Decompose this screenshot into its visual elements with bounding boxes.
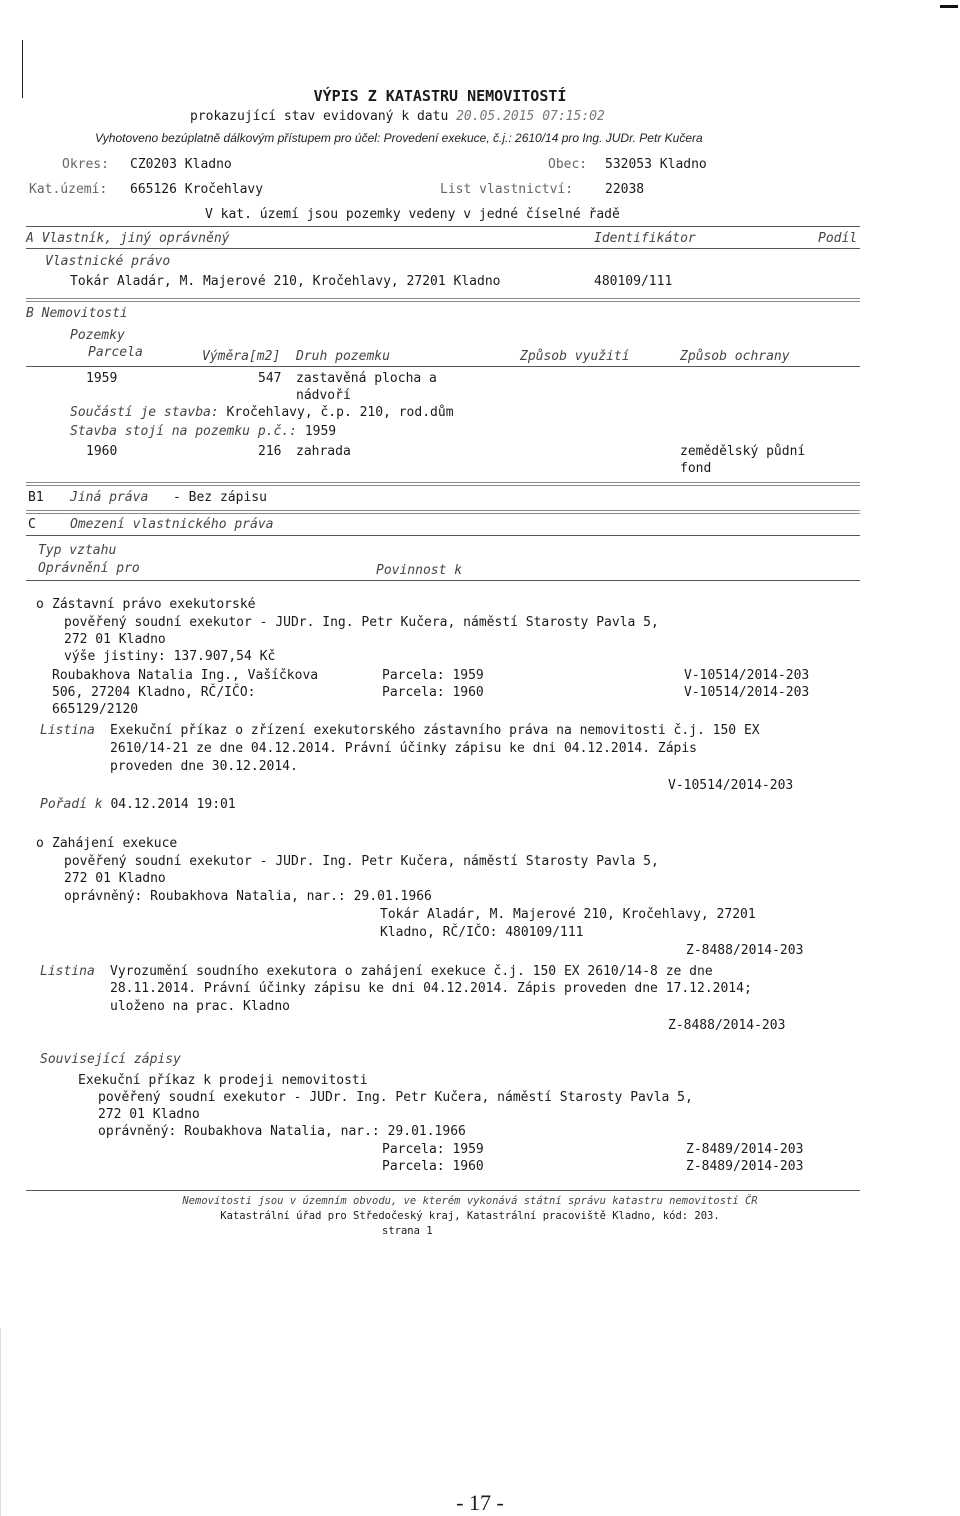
katuzemi-value: 665126 Kročehlavy xyxy=(130,182,264,197)
section-c-code: C xyxy=(28,517,36,532)
produced-note: Vyhotoveno bezúplatně dálkovým přístupem pro účel: Provedení exekuce, č.j.: 2610/14 pro Ing. JUDr. Petr Kučera xyxy=(95,131,703,145)
related-parcela1: Parcela: 1959 xyxy=(382,1142,484,1157)
obec-label: Obec: xyxy=(548,157,588,172)
parcel-protection: zemědělský půdní xyxy=(680,444,806,459)
entry1-listina-label: Listina xyxy=(40,723,95,738)
divider xyxy=(26,482,860,486)
stavba-label: Stavba stojí na pozemku p.č.: xyxy=(70,424,297,439)
related-label: Související zápisy xyxy=(40,1052,181,1067)
parcel-area: 547 xyxy=(258,371,282,386)
entry1-listina-line1: Exekuční příkaz o zřízení exekutorského zástavního práva na nemovitosti č.j. 150 EX xyxy=(110,723,760,738)
scan-corner-mark xyxy=(940,5,958,8)
entry2-listina-ref: Z-8488/2014-203 xyxy=(668,1018,786,1033)
footer-line2: Katastrální úřad pro Středočeský kraj, Katastrální pracoviště Kladno, kód: 203. xyxy=(220,1210,720,1222)
divider xyxy=(26,535,860,536)
entry2-title: Zahájení exekuce xyxy=(52,836,178,851)
entry1-ref1: V-10514/2014-203 xyxy=(684,668,810,683)
parcel-type: zahrada xyxy=(296,444,351,459)
owner-id: 480109/111 xyxy=(594,274,673,289)
entry2-line1: pověřený soudní exekutor - JUDr. Ing. Petr Kučera, náměstí Starosty Pavla 5, xyxy=(64,854,659,869)
obec-value: 532053 Kladno xyxy=(605,157,707,172)
section-c-heading: Omezení vlastnického práva xyxy=(70,517,274,532)
lv-label: List vlastnictví: xyxy=(440,182,574,197)
entry1-party3: 665129/2120 xyxy=(52,702,139,717)
page-number: - 17 - xyxy=(456,1490,504,1515)
entry1-line1: pověřený soudní exekutor - JUDr. Ing. Petr Kučera, náměstí Starosty Pavla 5, xyxy=(64,615,659,630)
stavba xyxy=(70,424,336,439)
stavba-value: 1959 xyxy=(304,424,337,439)
poradi-label: Pořadí k xyxy=(40,797,103,812)
divider xyxy=(26,248,860,249)
parcel-type-cont: nádvoří xyxy=(296,388,351,403)
section-b1-label: Jiná práva xyxy=(70,490,149,505)
entry2-listina-line2: 28.11.2014. Právní účinky zápisu ke dni 04.12.2014. Zápis proveden dne 17.12.2014; xyxy=(110,981,752,996)
related-ref2: Z-8489/2014-203 xyxy=(686,1159,804,1174)
parcel-type: zastavěná plocha a xyxy=(296,371,437,386)
entry2-party2: Kladno, RČ/IČO: 480109/111 xyxy=(380,925,584,940)
entry-bullet: o xyxy=(36,836,44,851)
section-b1-value: - Bez zápisu xyxy=(173,490,267,505)
soucasti-label: Součástí je stavba: xyxy=(70,405,219,420)
related-ref1: Z-8489/2014-203 xyxy=(686,1142,804,1157)
entry1-ref2: V-10514/2014-203 xyxy=(684,685,810,700)
entry1-parcela2: Parcela: 1960 xyxy=(382,685,484,700)
scan-edge-line xyxy=(0,1328,1,1516)
okres-value: CZ0203 Kladno xyxy=(130,157,232,172)
entry-bullet: o xyxy=(36,597,44,612)
col-podil: Podíl xyxy=(818,231,858,246)
document-title: VÝPIS Z KATASTRU NEMOVITOSTÍ xyxy=(313,87,567,105)
subtitle-prefix: prokazující stav evidovaný k datu xyxy=(190,109,449,124)
related-line3: oprávněný: Roubakhova Natalia, nar.: 29.01.1966 xyxy=(98,1124,466,1139)
col-vyuziti: Způsob využití xyxy=(520,349,630,364)
section-b-heading: B Nemovitosti xyxy=(26,306,128,321)
soucasti-value: Kročehlavy, č.p. 210, rod.dům xyxy=(226,405,454,420)
footer-page: strana 1 xyxy=(382,1225,433,1237)
owner: Tokár Aladár, M. Majerové 210, Kročehlavy, 27201 Kladno xyxy=(70,274,501,289)
related-parcela2: Parcela: 1960 xyxy=(382,1159,484,1174)
entry1-parcela1: Parcela: 1959 xyxy=(382,668,484,683)
section-a-heading: A Vlastník, jiný oprávněný xyxy=(26,231,230,246)
footer-line1: Nemovitosti jsou v územním obvodu, ve kterém vykonává státní správu katastru nemovitostí ČR xyxy=(182,1195,758,1207)
footer xyxy=(40,1194,900,1239)
entry2-line2: 272 01 Kladno xyxy=(64,871,166,886)
entry1-line2: 272 01 Kladno xyxy=(64,632,166,647)
divider xyxy=(26,510,860,514)
povinnost-k: Povinnost k xyxy=(376,563,463,578)
entry1-listina-line3: proveden dne 30.12.2014. xyxy=(110,759,298,774)
related-line1: pověřený soudní exekutor - JUDr. Ing. Petr Kučera, náměstí Starosty Pavla 5, xyxy=(98,1090,693,1105)
parcel-number: 1959 xyxy=(86,371,118,386)
cadastre-note: V kat. území jsou pozemky vedeny v jedné číselné řadě xyxy=(205,207,620,222)
parcel-area: 216 xyxy=(258,444,282,459)
col-druh: Druh pozemku xyxy=(296,349,390,364)
parcel-number: 1960 xyxy=(86,444,118,459)
poradi-value: 04.12.2014 19:01 xyxy=(110,797,236,812)
col-ochrana: Způsob ochrany xyxy=(680,349,790,364)
lv-value: 22038 xyxy=(605,182,645,197)
col-parcela: Parcela xyxy=(88,345,143,360)
typ-vztahu: Typ vztahu xyxy=(38,543,117,558)
entry1-line3: výše jistiny: 137.907,54 Kč xyxy=(64,649,276,664)
section-b1-code: B1 xyxy=(28,490,44,505)
divider xyxy=(26,298,860,302)
entry1-poradi xyxy=(40,797,236,812)
subtitle-datetime: 20.05.2015 07:15:02 xyxy=(456,109,605,124)
section-a-sub: Vlastnické právo xyxy=(45,254,171,269)
entry2-line3: oprávněný: Roubakhova Natalia, nar.: 29.01.1966 xyxy=(64,889,432,904)
entry1-title: Zástavní právo exekutorské xyxy=(52,597,256,612)
katuzemi-label: Kat.území: xyxy=(29,182,108,197)
parcel-protection-cont: fond xyxy=(680,461,712,476)
opravneni-pro: Oprávnění pro xyxy=(38,561,140,576)
col-identifikator: Identifikátor xyxy=(594,231,696,246)
entry2-listina-line1: Vyrozumění soudního exekutora o zahájení exekuce č.j. 150 EX 2610/14-8 ze dne xyxy=(110,964,713,979)
section-b-sub: Pozemky xyxy=(70,328,125,343)
divider xyxy=(26,580,860,581)
divider xyxy=(26,226,860,227)
entry2-listina-line3: uloženo na prac. Kladno xyxy=(110,999,291,1014)
subtitle xyxy=(190,109,605,124)
entry2-ref: Z-8488/2014-203 xyxy=(686,943,804,958)
col-vymera: Výměra[m2] xyxy=(202,349,281,364)
soucasti xyxy=(70,405,454,420)
related-line2: 272 01 Kladno xyxy=(98,1107,200,1122)
entry1-party2: 506, 27204 Kladno, RČ/IČO: xyxy=(52,685,256,700)
entry1-listina-ref: V-10514/2014-203 xyxy=(668,778,794,793)
entry1-party1: Roubakhova Natalia Ing., Vašíčkova xyxy=(52,668,319,683)
entry2-party1: Tokár Aladár, M. Majerové 210, Kročehlavy, 27201 xyxy=(380,907,756,922)
entry2-listina-label: Listina xyxy=(40,964,95,979)
related-title: Exekuční příkaz k prodeji nemovitosti xyxy=(78,1073,368,1088)
okres-label: Okres: xyxy=(62,157,109,172)
divider xyxy=(26,366,860,367)
entry1-listina-line2: 2610/14-21 ze dne 04.12.2014. Právní účinky zápisu ke dni 04.12.2014. Zápis xyxy=(110,741,697,756)
footer-divider xyxy=(26,1190,860,1191)
